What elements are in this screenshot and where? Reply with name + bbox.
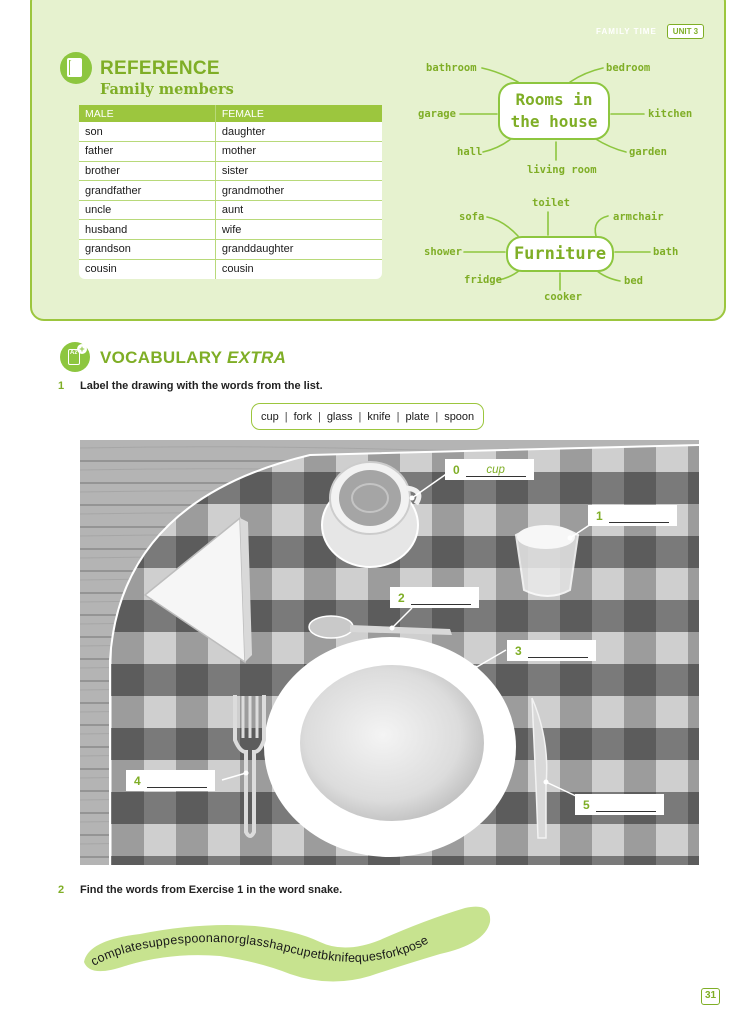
rooms-word: bathroom — [426, 62, 477, 74]
label-3-answer-blank[interactable] — [528, 644, 588, 658]
female-cell: granddaughter — [215, 240, 382, 260]
furniture-word: fridge — [464, 274, 502, 286]
rooms-word: bedroom — [606, 62, 651, 74]
furniture-word: bed — [624, 275, 643, 287]
male-cell: grandfather — [79, 181, 215, 201]
label-4[interactable] — [126, 770, 215, 791]
male-cell: uncle — [79, 200, 215, 220]
vocabulary-title — [100, 348, 286, 368]
word-list-item: glass — [326, 410, 353, 423]
word-snake — [80, 900, 500, 990]
table-setting-drawing — [80, 440, 699, 865]
exercise-2-number: 2 — [58, 884, 65, 896]
word-list-item: knife — [367, 410, 391, 423]
female-cell: grandmother — [215, 181, 382, 201]
column-header-male: MALE — [79, 105, 215, 122]
exercise-1-number: 1 — [58, 380, 65, 392]
female-cell: wife — [215, 220, 382, 240]
label-0-number: 0 — [453, 462, 460, 477]
label-2-answer-blank[interactable] — [411, 591, 471, 605]
vocabulary-icon: Az + — [60, 342, 90, 372]
reference-subtitle: Family members — [100, 81, 234, 98]
furniture-word: toilet — [532, 197, 570, 209]
furniture-word: shower — [424, 246, 462, 258]
word-list-item: plate — [405, 410, 430, 423]
rooms-word: garage — [418, 108, 456, 120]
vocabulary-title-extra: EXTRA — [227, 348, 287, 367]
rooms-hub-line1: Rooms in — [515, 90, 593, 109]
female-cell: aunt — [215, 200, 382, 220]
label-0-answer: cup — [466, 463, 526, 477]
page-number: 31 — [701, 988, 720, 1005]
female-cell: daughter — [215, 122, 382, 142]
label-1[interactable] — [588, 505, 677, 526]
furniture-word: bath — [653, 246, 679, 258]
label-2[interactable] — [390, 587, 479, 608]
male-cell: husband — [79, 220, 215, 240]
section-label: FAMILY TIME — [596, 27, 657, 36]
label-0 — [445, 459, 534, 480]
male-cell: son — [79, 122, 215, 142]
rooms-hub-line2: the house — [510, 112, 598, 131]
word-map-connectors — [0, 0, 756, 320]
label-1-number: 1 — [596, 508, 603, 523]
vocabulary-icon-text: Az — [68, 349, 80, 365]
word-list-box: cup | fork | glass | knife | plate | spoon — [251, 403, 484, 430]
word-snake-text: complatesuppespoonanorglasshapcupetbknifequesforkpose — [88, 930, 431, 969]
female-cell: mother — [215, 142, 382, 162]
word-list-item: fork — [293, 410, 312, 423]
rooms-word: living room — [527, 164, 597, 176]
male-cell: grandson — [79, 240, 215, 260]
label-3-number: 3 — [515, 643, 522, 658]
female-cell: cousin — [215, 259, 382, 279]
exercise-1-instruction: Label the drawing with the words from the list. — [80, 380, 323, 392]
column-header-female: FEMALE — [215, 105, 382, 122]
female-cell: sister — [215, 161, 382, 181]
unit-badge: UNIT 3 — [667, 24, 704, 39]
furniture-word: armchair — [613, 211, 664, 223]
label-5-number: 5 — [583, 797, 590, 812]
rooms-word: kitchen — [648, 108, 693, 120]
label-1-answer-blank[interactable] — [609, 509, 669, 523]
reference-title: REFERENCE — [100, 58, 220, 79]
rooms-word: hall — [457, 146, 483, 158]
label-4-answer-blank[interactable] — [147, 774, 207, 788]
label-5-answer-blank[interactable] — [596, 798, 656, 812]
label-4-number: 4 — [134, 773, 141, 788]
male-cell: brother — [79, 161, 215, 181]
furniture-word: cooker — [544, 291, 582, 303]
vocabulary-title-main: VOCABULARY — [100, 348, 223, 367]
male-cell: cousin — [79, 259, 215, 279]
exercise-2-instruction: Find the words from Exercise 1 in the word snake. — [80, 884, 343, 896]
word-list-item: spoon — [444, 410, 475, 423]
rooms-in-the-house-hub — [498, 82, 610, 140]
word-list-item: cup — [261, 410, 279, 423]
label-3[interactable] — [507, 640, 596, 661]
furniture-word: sofa — [459, 211, 485, 223]
furniture-hub: Furniture — [506, 236, 614, 272]
male-cell: father — [79, 142, 215, 162]
label-5[interactable] — [575, 794, 664, 815]
label-2-number: 2 — [398, 590, 405, 605]
rooms-word: garden — [629, 146, 667, 158]
